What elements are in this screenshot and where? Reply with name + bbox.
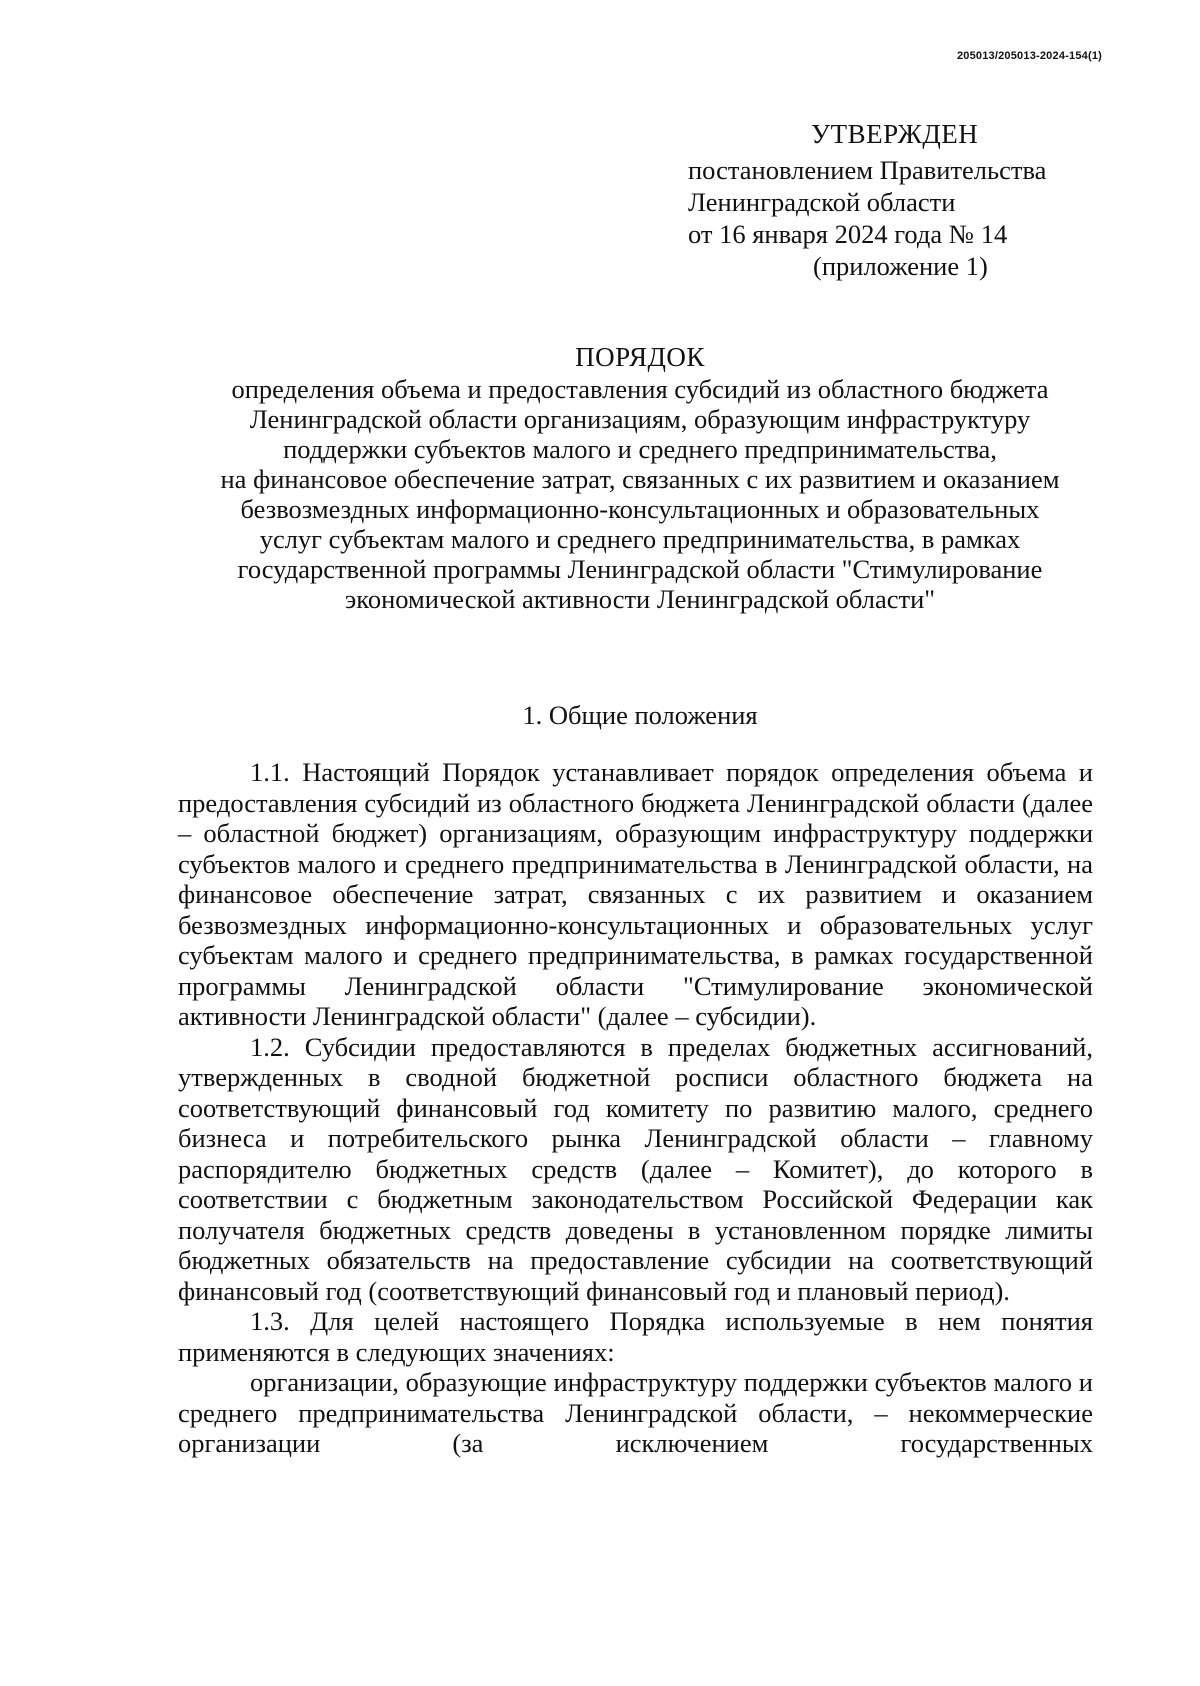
section-body bbox=[178, 757, 1093, 1459]
order-subtitle-line: определения объема и предоставления субсидий из областного бюджета bbox=[231, 374, 1049, 404]
order-subtitle-line: услуг субъектам малого и среднего предпринимательства, в рамках bbox=[259, 524, 1021, 554]
approval-stamp bbox=[688, 118, 1108, 282]
order-subtitle-line: поддержки субъектов малого и среднего предпринимательства, bbox=[283, 434, 997, 464]
section-heading: 1. Общие положения bbox=[522, 700, 758, 730]
paragraph-1-2: 1.2. Субсидии предоставляются в пределах бюджетных ассигнований, утвержденных в сводной бюджетной росписи областного бюджета на соответствующий финансовый год комитету по развитию малого, среднего бизнеса и потребительского рынка Ленинградской области – главному распорядителю бюджетных средств (далее – Комитет), до которого в соответствии с бюджетным законодательством Российской Федерации как получателя бюджетных средств доведены в установленном порядке лимиты бюджетных обязательств на предоставление субсидии на соответствующий финансовый год (соответствующий финансовый год и плановый период). bbox=[178, 1031, 1093, 1306]
paragraph-definition: организации, образующие инфраструктуру поддержки субъектов малого и среднего предпринимательства Ленинградской области, – некоммерческие организации (за исключением государственных bbox=[178, 1367, 1093, 1458]
order-title: ПОРЯДОК bbox=[575, 342, 705, 372]
paragraph-1-1: 1.1. Настоящий Порядок устанавливает порядок определения объема и предоставления субсидий из областного бюджета Ленинградской области (далее – областной бюджет) организациям, образующим инфраструктуру поддержки субъектов малого и среднего предпринимательства в Ленинградской области, на финансовое обеспечение затрат, связанных с их развитием и оказанием безвозмездных информационно-консультационных и образовательных услуг субъектам малого и среднего предпринимательства, в рамках государственной программы Ленинградской области "Стимулирование экономической активности Ленинградской области" (далее – субсидии). bbox=[178, 757, 1093, 1031]
document-id: 205013/205013-2024-154(1) bbox=[956, 50, 1102, 62]
order-subtitle-line: на финансовое обеспечение затрат, связанных с их развитием и оказанием bbox=[220, 464, 1060, 494]
order-title-block bbox=[150, 342, 1130, 614]
order-subtitle-line: государственной программы Ленинградской области "Стимулирование bbox=[237, 554, 1043, 584]
order-subtitle-line: безвозмездных информационно-консультационных и образовательных bbox=[240, 494, 1040, 524]
approval-line: постановлением Правительства bbox=[688, 155, 1047, 185]
order-subtitle-line: экономической активности Ленинградской области" bbox=[344, 584, 936, 614]
approval-line: от 16 января 2024 года № 14 bbox=[688, 219, 1008, 249]
approved-title: УТВЕРЖДЕН bbox=[811, 119, 979, 149]
paragraph-1-3: 1.3. Для целей настоящего Порядка используемые в нем понятия применяются в следующих значениях: bbox=[178, 1306, 1093, 1367]
approval-line: Ленинградской области bbox=[688, 187, 956, 217]
order-subtitle-line: Ленинградской области организациям, образующим инфраструктуру bbox=[249, 404, 1031, 434]
approval-appendix: (приложение 1) bbox=[813, 251, 988, 281]
